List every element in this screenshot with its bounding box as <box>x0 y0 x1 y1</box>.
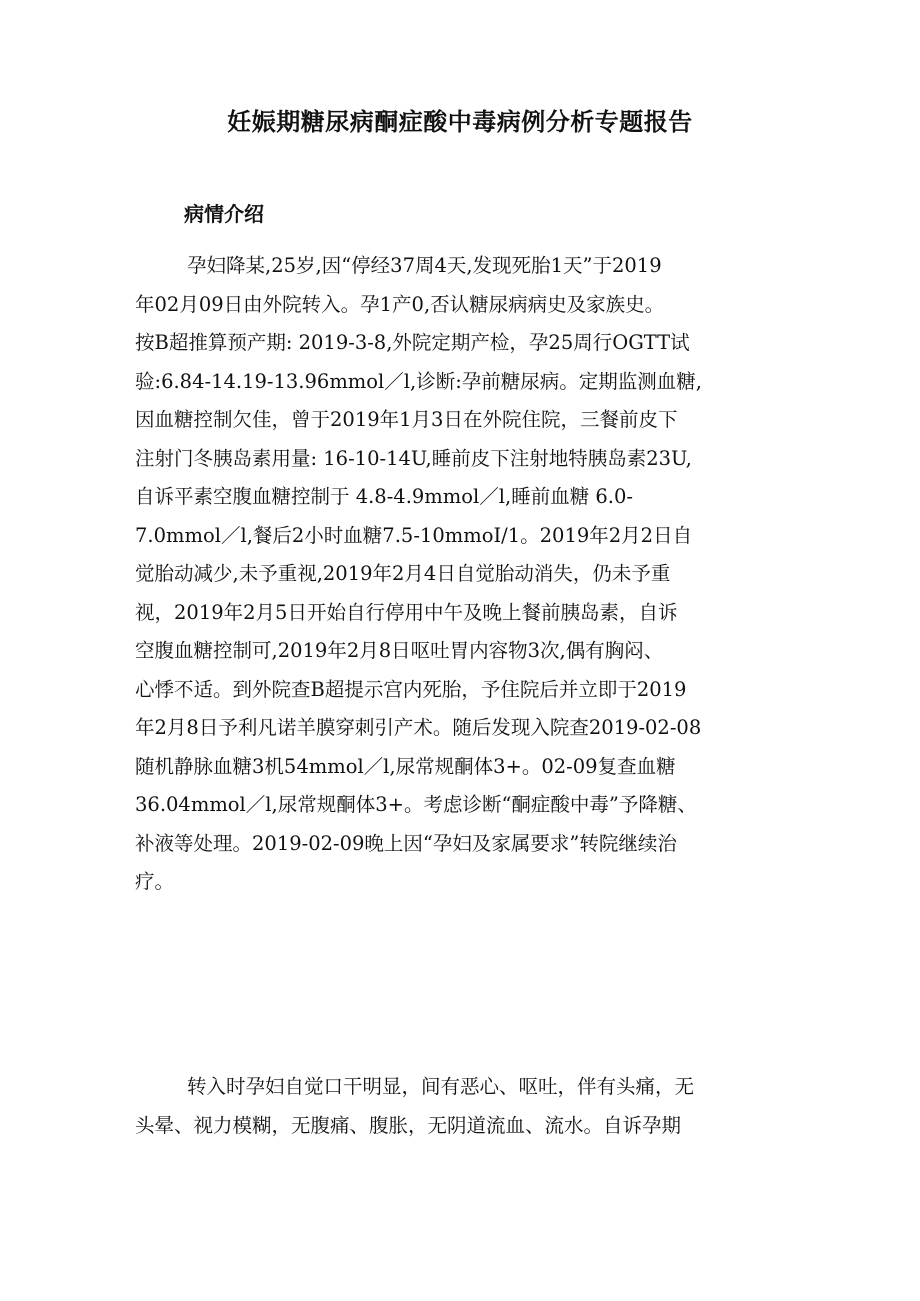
paragraph-line: 7.0mmol／l,餐后2小时血糖7.5-10mmoI/1。2019年2月2日自 <box>135 523 693 547</box>
paragraph-line: 转入时孕妇自觉口干明显，间有恶心、呕吐，伴有头痛，无 <box>187 1075 695 1098</box>
paragraph-line: 补液等处理。2019-02-09晚上因“孕妇及家属要求”转院继续治 <box>135 831 677 855</box>
paragraph-line: 年2月8日予利凡诺羊膜穿刺引产术。随后发现入院查2019-02-08 <box>135 716 702 739</box>
paragraph-line: 空腹血糖控制可,2019年2月8日呕吐胃内容物3次,偶有胸闷、 <box>135 639 664 662</box>
paragraph-line: 觉胎动减少,未予重视,2019年2月4日自觉胎动消失，仍未予重 <box>135 562 671 585</box>
paragraph-line: 心悸不适。到外院查B超提示宫内死胎，予住院后并立即于2019 <box>135 677 687 701</box>
paragraph-line: 孕妇降某,25岁,因“停经37周4天,发现死胎1天”于2019 <box>187 254 662 277</box>
paragraph-line: 年02月09日由外院转入。孕1产0,否认糖尿病病史及家族史。 <box>135 292 665 316</box>
case-paragraph <box>135 247 795 902</box>
paragraph-line: 36.04mmol／l,尿常规酮体3+。考虑诊断“酮症酸中毒”予降糖、 <box>135 793 697 816</box>
paragraph-line: 视，2019年2月5日开始自行停用中午及晚上餐前胰岛素，自诉 <box>135 600 678 624</box>
document-title: 妊娠期糖尿病酮症酸中毒病例分析专题报告 <box>227 108 693 136</box>
admission-paragraph <box>135 1068 795 1145</box>
paragraph-line: 随机静脉血糖3机54mmol／l,尿常规酮体3+。02-09复查血糖 <box>135 754 676 778</box>
paragraph-line: 按B超推算预产期: 2019-3-8,外院定期产检，孕25周行OGTT试 <box>135 331 690 354</box>
paragraph-line: 头晕、视力模糊，无腹痛、腹胀，无阴道流血、流水。自诉孕期 <box>135 1113 682 1137</box>
paragraph-line: 自诉平素空腹血糖控制于 4.8-4.9mmol／l,睡前血糖 6.0- <box>135 485 634 508</box>
paragraph-line: 验:6.84-14.19-13.96mmol／l,诊断:孕前糖尿病。定期监测血糖, <box>135 369 702 393</box>
paragraph-line: 因血糖控制欠佳，曾于2019年1月3日在外院住院，三餐前皮下 <box>135 408 678 431</box>
paragraph-line: 注射门冬胰岛素用量: 16-10-14U,睡前皮下注射地特胰岛素23U, <box>135 446 692 470</box>
paragraph-line: 疗。 <box>135 870 175 893</box>
section-heading: 病情介绍 <box>184 202 264 226</box>
